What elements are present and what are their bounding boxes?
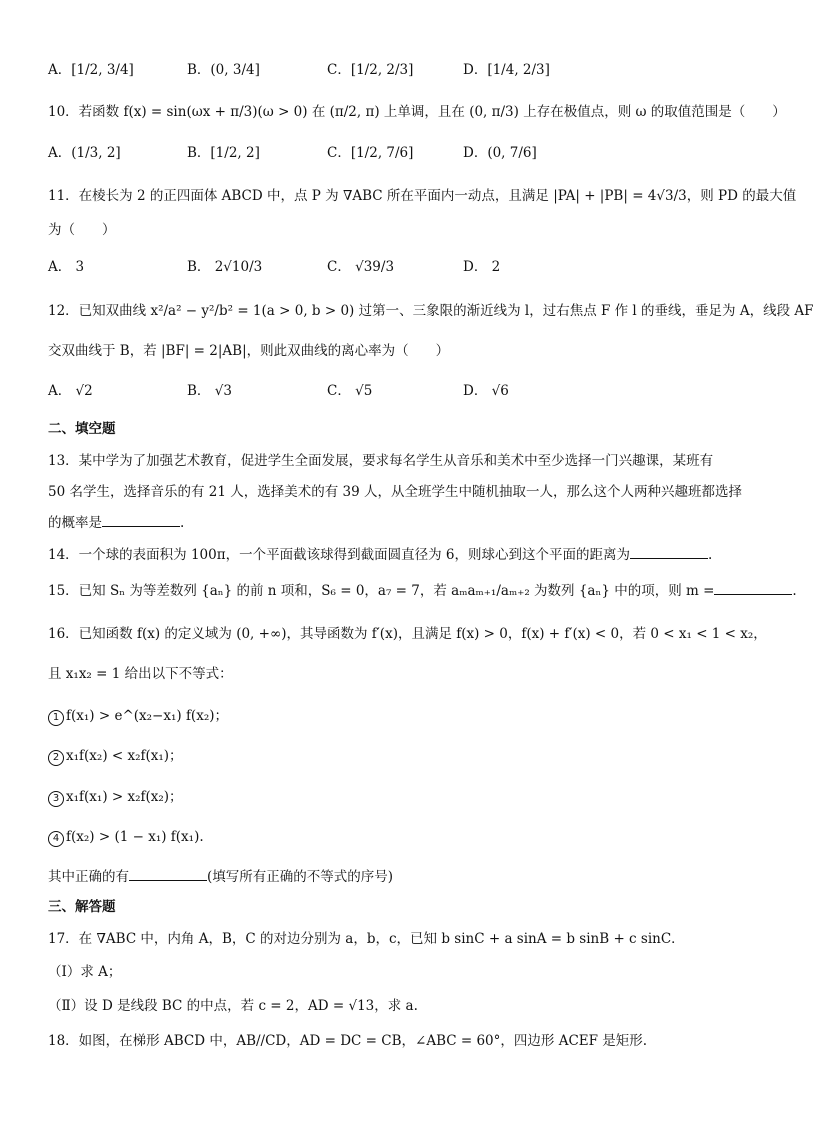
q12-stem-line2: 交双曲线于 B，若 |BF| = 2|AB|，则此双曲线的离心率为（ ） — [48, 343, 450, 359]
section-fill-in-blank-heading: 二、填空题 — [48, 421, 116, 437]
q13-stem-line1: 13．某中学为了加强艺术教育，促进学生全面发展，要求每名学生从音乐和美术中至少选择一门兴趣课，某班有 — [48, 453, 714, 469]
q13-stem-text: 的概率是 — [48, 515, 102, 531]
q11-option-a: A． 3 — [48, 259, 85, 275]
q16-answer-blank[interactable] — [129, 866, 207, 881]
circled-number-3: 3 — [48, 791, 64, 807]
q17-stem: 17．在 ∇ABC 中，内角 A，B，C 的对边分别为 a，b，c，已知 b sinC + a sinA = b sinB + c sinC． — [48, 931, 685, 947]
q13-stem-line2: 50 名学生，选择音乐的有 21 人，选择美术的有 39 人，从全班学生中随机抽取一人，那么这个人两种兴趣班都选择 — [48, 484, 742, 500]
q9-option-a: A．[1/2, 3/4] — [48, 62, 134, 78]
q14-stem-text: 14．一个球的表面积为 100π，一个平面截该球得到截面圆直径为 6，则球心到这个平面的距离为 — [48, 547, 630, 563]
q14-stem — [48, 544, 712, 565]
q14-end: . — [708, 547, 713, 563]
q10-option-c: C．[1/2, 7/6] — [327, 145, 414, 161]
q16-inequality-2: 2 x₁f(x₂) < x₂f(x₁)； — [48, 746, 183, 766]
q11-option-c: C． √39/3 — [327, 259, 395, 275]
q10-option-d: D．(0, 7/6] — [463, 145, 537, 161]
q16-stem-line2: 且 x₁x₂ = 1 给出以下不等式： — [48, 666, 233, 682]
q16-inequality-3: 3 x₁f(x₁) > x₂f(x₂)； — [48, 787, 183, 807]
q10-option-b: B．[1/2, 2] — [187, 145, 260, 161]
q12-option-d: D． √6 — [463, 383, 509, 399]
q12-option-b: B． √3 — [187, 383, 232, 399]
q15-end: . — [792, 583, 797, 599]
circled-number-4: 4 — [48, 831, 64, 847]
q11-option-b: B． 2√10/3 — [187, 259, 263, 275]
q17-part-2: （Ⅱ）设 D 是线段 BC 的中点，若 c = 2，AD = √13，求 a. — [48, 998, 418, 1014]
q9-option-b: B．(0, 3/4] — [187, 62, 260, 78]
q16-inequality-4: 4 f(x₂) > (1 − x₁) f(x₁). — [48, 827, 204, 847]
q12-option-c: C． √5 — [327, 383, 373, 399]
circled-number-2: 2 — [48, 750, 64, 766]
q11-option-d: D． 2 — [463, 259, 501, 275]
q10-option-a: A．(1/3, 2] — [48, 145, 121, 161]
q13-stem-line3: 的概率是 . — [48, 512, 184, 533]
q16-inequality-1: 1 f(x₁) > e^(x₂−x₁) f(x₂)； — [48, 706, 228, 726]
q11-stem-line1: 11．在棱长为 2 的正四面体 ABCD 中，点 P 为 ∇ABC 所在平面内一动点，且满足 |PA| + |PB| = 4√3/3，则 PD 的最大值 — [48, 188, 797, 204]
q16-answer-line: 其中正确的有 (填写所有正确的不等式的序号) — [48, 866, 393, 887]
q11-stem-line2: 为（ ） — [48, 222, 116, 238]
q15-answer-blank[interactable] — [714, 580, 792, 595]
q12-option-a: A． √2 — [48, 383, 93, 399]
q14-answer-blank[interactable] — [630, 544, 708, 559]
q10-stem: 10．若函数 f(x) = sin(ωx + π/3)(ω > 0) 在 (π/2, π) 上单调，且在 (0, π/3) 上存在极值点，则 ω 的取值范围是（ ） — [48, 104, 786, 120]
q15-stem — [48, 580, 797, 601]
q18-stem: 18．如图，在梯形 ABCD 中，AB//CD，AD = DC = CB，∠ABC = 60°，四边形 ACEF 是矩形. — [48, 1033, 648, 1049]
section-solutions-heading: 三、解答题 — [48, 899, 116, 915]
q13-answer-blank[interactable] — [102, 512, 180, 527]
q15-stem-text: 15．已知 Sₙ 为等差数列 {aₙ} 的前 n 项和，S₆ = 0，a₇ = 7，若 aₘaₘ₊₁/aₘ₊₂ 为数列 {aₙ} 中的项，则 m = — [48, 583, 715, 599]
q9-option-d: D．[1/4, 2/3] — [463, 62, 550, 78]
q16-stem-line1: 16．已知函数 f(x) 的定义域为 (0, +∞)，其导函数为 f′(x)，且满足 f(x) > 0，f(x) + f′(x) < 0，若 0 < x₁ < 1 < x₂， — [48, 626, 767, 642]
q9-option-c: C．[1/2, 2/3] — [327, 62, 414, 78]
q17-part-1: （Ⅰ）求 A； — [48, 964, 122, 980]
circled-number-1: 1 — [48, 710, 64, 726]
q12-stem-line1: 12．已知双曲线 x²/a² − y²/b² = 1(a > 0, b > 0) 过第一、三象限的渐近线为 l，过右焦点 F 作 l 的垂线，垂足为 A，线段 AF — [48, 303, 814, 319]
